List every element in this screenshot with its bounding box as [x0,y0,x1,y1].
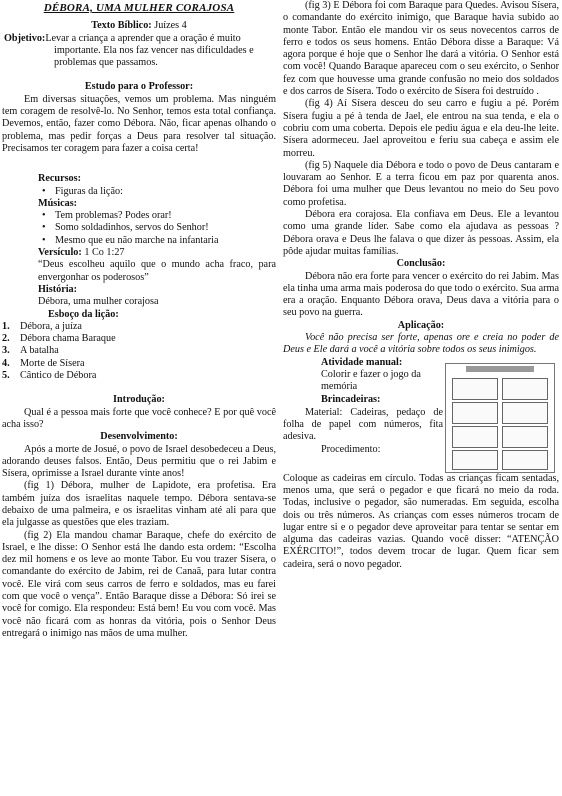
versiculo-label: Versículo: [38,247,82,259]
atividade-text-block [321,357,443,406]
page-title: DÉBORA, UMA MULHER CORAJOSA [43,2,235,14]
memory-game-sheet-image [445,363,555,473]
versiculo-text: “Deus escolheu aquilo que o mundo acha fraco, para envergonhar os poderosos” [38,259,276,283]
procedimento-label: Procedimento: [321,443,381,455]
desenvolvimento-paragraph: (fig 5) Naquele dia Débora e todo o povo de Deus cantaram e louvaram ao Senhor. E a terra ficou em paz por quarenta anos. Débora foi uma mulher que Deus levantou no meio do Seu povo como profetisa. [283,159,559,208]
list-item: • Mesmo que eu não marche na infantaria [2,235,276,247]
list-item: 5. Cântico de Débora [2,370,97,382]
desenvolvimento-paragraph: (fig 3) E Débora foi com Baraque para Quedes. Avisou Sísera, o comandante do exército inimigo, que Baraque havia subido ao monte Tabor. Então ele mandou vir os seus novecentos carros de ferro e todos os seus homens. Então Débora disse a Baraque: Vá agora porque é hoje que o Senhor lhe dará a vitória. O Senhor está com você! Quando Baraque apareceu com o seu exército, o Senhor fez com que houvesse uma grande confusão no meio dos soldados e dos carros de Sísera. Todo o exército de Sísera foi destruído . [283,0,559,98]
aplicacao-heading: Aplicação: [397,319,445,331]
introducao-heading: Introdução: [113,394,165,406]
estudo-text: Em diversas situações, vemos um problema. Mas ninguém tem coragem de resolvê-lo. No Senhor, temos esta total confiança. Devemos, então, fazer como Débora. Não, ficar apenas olhando o problema, mas pedir forças a Deus para resolver tal situação. Precisamos ter coragem para fazer a coisa certa! [2,93,276,154]
atividade-label: Atividade manual: [321,356,403,368]
brincadeiras-label: Brincadeiras: [321,393,381,405]
desenvolvimento-paragraph: (fig 2) Ela mandou chamar Baraque, chefe do exército de Israel, e lhe disse: O Senhor está lhe dando esta ordem: “Escolha dez mil homens e os leve ao monte Tabor. Eu vou trazer Sísera, o comandante do exército de Jabim, rei de Canaã, para lutar contra você. Ele virá com seus carros de ferro e soldados, mas eu farei com que você o vença”. Então Baraque disse a Débora: Só irei se você for comigo. Ela respondeu: Está bem! Eu vou com você. Mas você não ficará com as honras da vitória, pois o Senhor Deus entregará o inimigo nas mãos de uma mulher. [2,529,276,639]
list-item: 4. Morte de Sísera [2,357,85,369]
conclusao-text: Débora não era forte para vencer o exército do rei Jabim. Mas ela tinha uma arma mais poderosa do que todo o exército. Sua arma era a oração. Enquanto Débora orava, Deus dava a vitória para o seu povo na guerra. [283,270,559,319]
procedimento-text: Coloque as cadeiras em círculo. Todas as crianças ficam sentadas, menos uma, que será o pegador e que ficará no meio da roda. Todas, inclusive o pegador, são numeradas. Em seguida, escolha dois ou três números. As crianças com esses números trocam de lugar entre si e o pegador deve aproveitar para tentar se sentar em alguma das cadeiras vazias. Quando você disser: “ATENÇÃO EXÉRCITO!”, todos devem trocar de lugar. Quem ficar sem cadeira, será o novo pegador. [283,472,559,570]
right-column [283,0,559,571]
left-column [2,0,276,640]
objetivo [2,33,276,70]
recursos-label: Recursos: [38,173,82,185]
recursos-list [2,186,276,198]
list-item: 2. Débora chama Baraque [2,333,116,345]
conclusao-heading: Conclusão: [396,258,446,270]
esboco-label: Esboço da lição: [48,308,119,320]
texto-biblico [2,20,276,32]
musicas-label: Músicas: [38,197,78,209]
material-text: Material: Cadeiras, pedaço de folha de papel com números, fita adesiva. [283,406,443,443]
aplicacao-text: Você não precisa ser forte, apenas ore e creia no poder de Deus e Ele dará a você a vitória sobre todos os seus inimigos. [283,332,559,356]
list-item: 1. Débora, a juíza [2,320,82,332]
list-item: • Figuras da lição: [2,186,276,198]
atividade-section [283,357,559,473]
texto-biblico-label: Texto Bíblico: [91,20,152,32]
desenvolvimento-paragraph: Débora era corajosa. Ela confiava em Deus. Ele a levantou como uma grande líder. Sabe como ela ajudava as pessoas ? Débora orava e Deus lhe falava o que dizer às pessoas. Assim, ela pôde ajudar muitas famílias. [283,209,559,257]
esboco-list [2,321,276,382]
objetivo-label: Objetivo: [4,32,46,44]
desenvolvimento-paragraph: (fig 1) Débora, mulher de Lapidote, era profetisa. Era também juíza dos israelitas naquele tempo. Débora sentava-se debaixo de uma palmeira, e os israelitas vinham até ali para que ela julgasse as questões que eles traziam. [2,480,276,529]
musicas-list [2,210,276,247]
introducao-text: Qual é a pessoa mais forte que você conhece? E por quê você acha isso? [2,406,276,430]
objetivo-text: Levar a criança a aprender que a oração é muito importante. Ela nos faz vencer nas dificuldades e problemas que passamos. [45,32,254,69]
historia-text: Débora, uma mulher corajosa [38,296,159,308]
estudo-heading: Estudo para o Professor: [84,81,194,93]
atividade-text: Colorir e fazer o jogo da memória [321,368,421,393]
versiculo-ref: 1 Co 1:27 [81,247,125,259]
desenvolvimento-heading: Desenvolvimento: [100,431,178,443]
list-item: • Tem problemas? Podes orar! [2,210,276,222]
desenvolvimento-paragraph: (fig 4) Aí Sísera desceu do seu carro e fugiu a pé. Porém Sísera fugiu a pé à tenda de Jael, ele entrou na sua tenda, e ela o cobriu com uma coberta. Depois ele pediu água e ela deu-lhe leite. Sísera adormeceu. Jael aproveitou e feriu sua cabeça e assim ele morreu. [283,98,559,159]
list-item: • Somo soldadinhos, servos do Senhor! [2,222,276,234]
list-item: 3. A batalha [2,345,59,357]
versiculo [2,247,276,259]
texto-biblico-ref: Juízes 4 [151,20,187,32]
desenvolvimento-paragraph: Após a morte de Josué, o povo de Israel desobedeceu a Deus, adorando deuses falsos. Então, Deus permitiu que o rei Jabim e Sísera, oprimisse a Israel durante vinte anos! [2,443,276,480]
historia-label: História: [38,283,78,295]
